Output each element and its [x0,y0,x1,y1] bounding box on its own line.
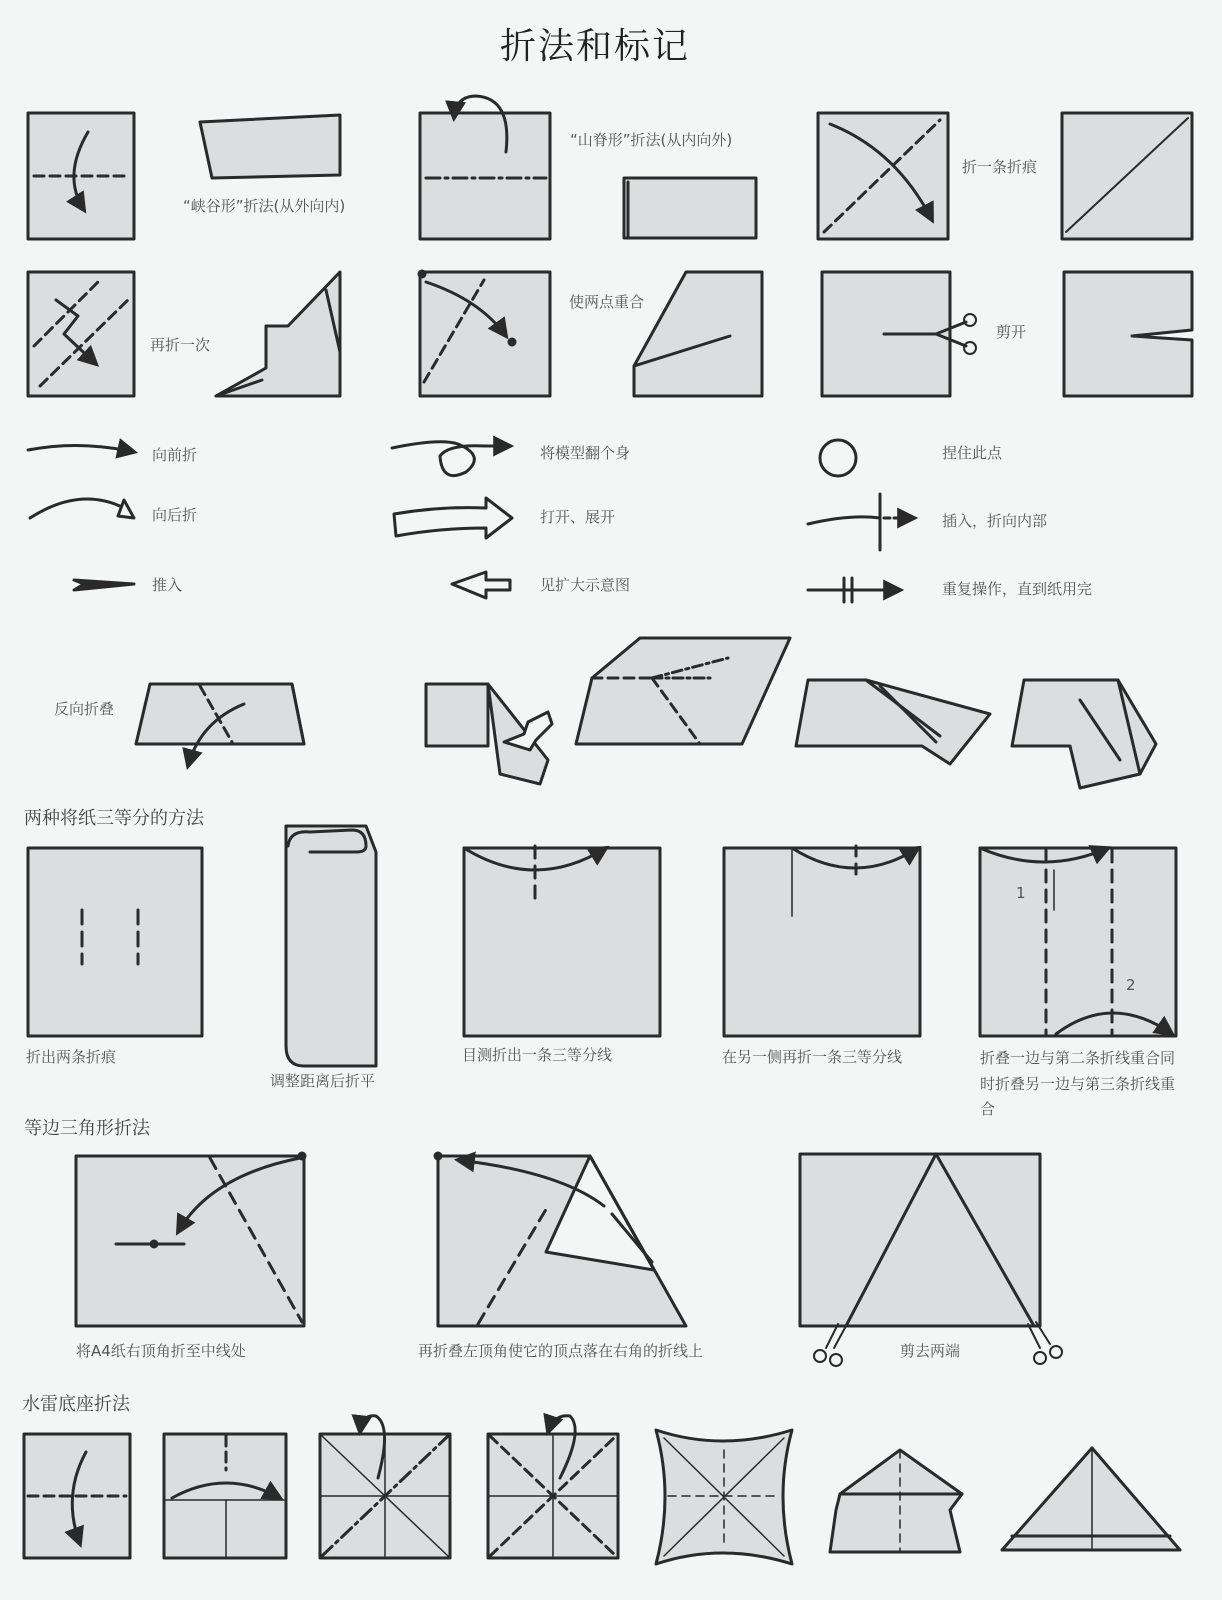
label-valley-fold: “峡谷形”折法(从外向内) [183,197,346,215]
label-crease: 折一条折痕 [962,158,1038,176]
label-repeat: 重复操作，直到纸用完 [942,580,1093,598]
reverse-step-3 [796,680,990,764]
label-crease-number-2: 2 [1126,976,1136,994]
label-fold-again: 再折一次 [150,336,211,354]
label-fold-front: 向前折 [152,446,198,464]
cut-result [1064,272,1192,396]
label-match-points: 使两点重合 [569,293,645,311]
page-title: 折法和标记 [499,26,690,67]
fold-again-square [28,272,134,396]
thirds-s1-square [28,848,202,1036]
label-triangle-s1: 将A4纸右顶角折至中线处 [76,1342,246,1360]
thirds-s2-tube [286,826,376,1066]
thirds-s5-square [980,848,1176,1036]
match-points-result [634,272,762,396]
label-thirds-s5: 折叠一边与第二条折线重合同时折叠另一边与第三条折线重合 [980,1049,1176,1118]
label-thirds-s3: 目测折出一条三等分线 [462,1046,613,1064]
label-cut: 剪开 [996,323,1027,341]
reverse-fold-model [136,684,304,744]
label-thirds-s4: 在另一侧再折一条三等分线 [722,1048,903,1066]
label-triangle-s3: 剪去两端 [900,1342,961,1360]
label-crease-number-1: 1 [1016,884,1026,902]
reverse-step-4 [1012,680,1156,788]
label-thirds-s1: 折出两条折痕 [26,1048,117,1066]
waterbomb-s6 [830,1450,962,1552]
fold-again-result [216,272,340,396]
heading-thirds: 两种将纸三等分的方法 [24,808,204,829]
label-open: 打开、展开 [540,508,616,526]
reverse-step-base [426,684,488,746]
label-enlarged: 见扩大示意图 [540,576,631,594]
label-triangle-s2: 再折叠左顶角使它的顶点落在右角的折线上 [418,1342,704,1360]
match-points-square [420,272,550,396]
thirds-s3-square [464,848,660,1036]
label-mountain-fold: “山脊形”折法(从内向外) [570,131,733,149]
mountain-fold-result [624,178,756,238]
triangle-s1-rect [76,1156,304,1326]
mountain-fold-square [420,113,550,239]
label-insert: 插入，折向内部 [942,512,1048,530]
triangle-s3-rect [800,1154,1040,1326]
heading-waterbomb: 水雷底座折法 [22,1394,130,1415]
label-thirds-s2: 调整距离后折平 [270,1072,376,1090]
label-turn-over: 将模型翻个身 [540,444,631,462]
label-push: 推入 [152,576,183,594]
reverse-step-open [576,638,790,744]
label-fold-back: 向后折 [152,506,198,524]
heading-triangle: 等边三角形折法 [24,1118,150,1139]
valley-fold-result [200,115,340,178]
label-hold: 捏住此点 [942,444,1003,462]
thirds-s4-square [724,848,920,1036]
label-reverse-fold: 反向折叠 [54,700,115,718]
